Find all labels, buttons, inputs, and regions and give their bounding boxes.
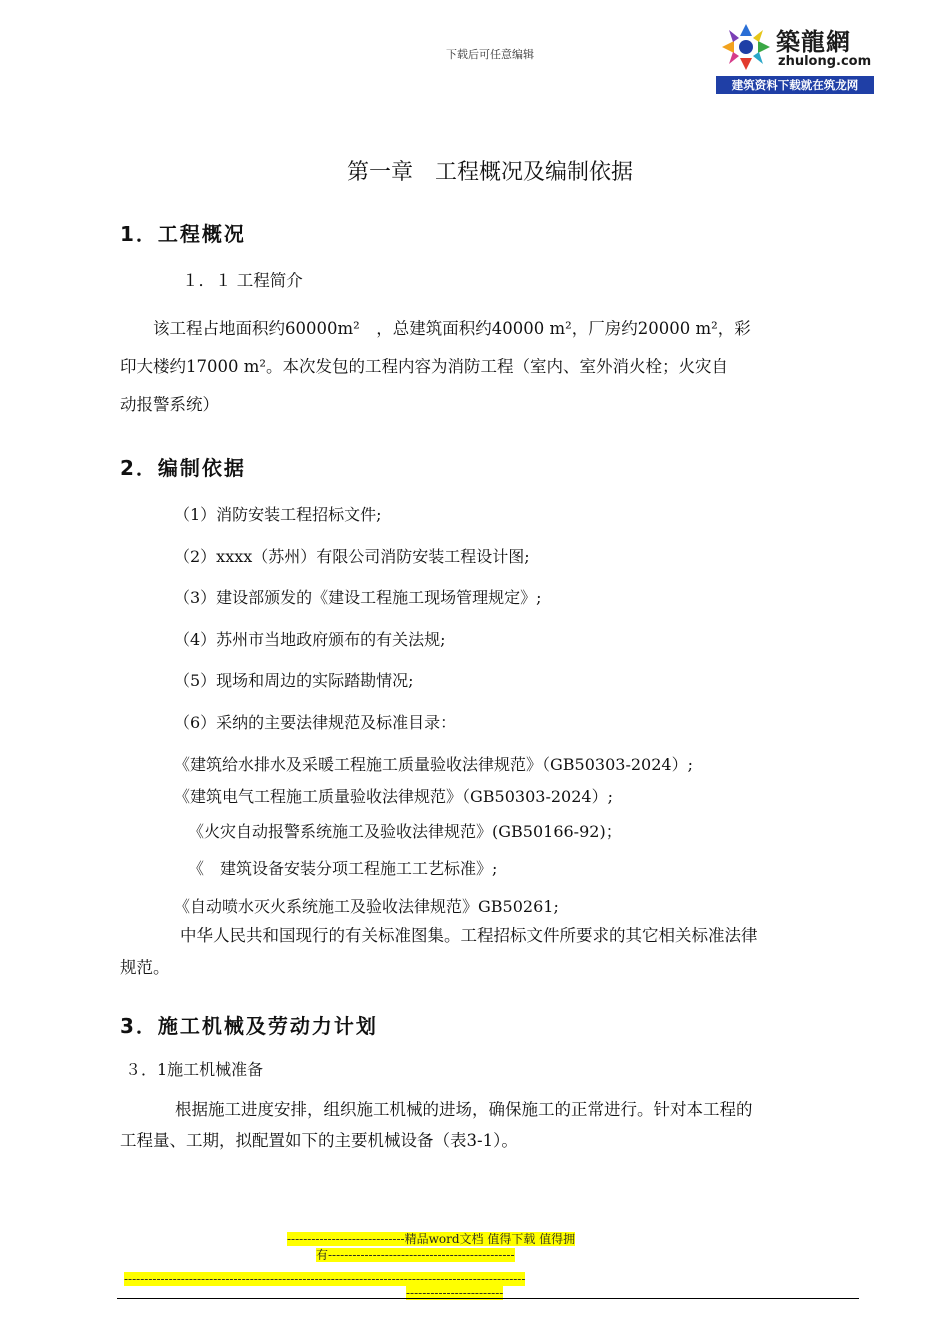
basis-item: （1）消防安装工程招标文件;: [174, 505, 382, 524]
footer-line3: ---------------------------------------------------------------------------------------------------: [124, 1272, 526, 1286]
section3-para-line1: 根据施工进度安排，组织施工机械的进场，确保施工的正常进行。针对本工程的: [175, 1100, 753, 1119]
zhulong-logo: [716, 18, 874, 96]
section3-para-line2: 工程量、工期，拟配置如下的主要机械设备（表3-1）。: [120, 1131, 518, 1150]
standard-item: 《 建筑设备安装分项工程施工工艺标准》;: [188, 859, 498, 878]
footer-divider: [117, 1298, 859, 1299]
basis-list: [174, 494, 542, 743]
basis-item: （2）xxxx（苏州）有限公司消防安装工程设计图;: [174, 546, 530, 566]
footer-note-cont: [316, 1244, 515, 1263]
logo-cn-text: 築龍網: [776, 28, 851, 56]
section3-paragraph: [120, 1094, 858, 1156]
standard-item: 《建筑电气工程施工质量验收法律规范》（GB50303-2024）;: [174, 787, 613, 806]
section2-closing-line2: 规范。: [120, 958, 170, 977]
logo-domain-text: zhulong.com: [778, 54, 872, 69]
standard-item: 《建筑给水排水及采暖工程施工质量验收法律规范》（GB50303-2024）;: [174, 755, 693, 774]
logo-slogan: 建筑资料下载就在筑龙网: [716, 76, 874, 94]
section2-closing-line1: 中华人民共和国现行的有关标准图集。工程招标文件所要求的其它相关标准法律: [180, 926, 758, 945]
footer-line1: -----------------------------精品word文档 值得下载 值得拥: [287, 1232, 576, 1246]
footer-line2: 有----------------------------------------------: [316, 1248, 515, 1262]
section1-para-line1: 该工程占地面积约60000m² ，总建筑面积约40000 m²，厂房约20000 m²，彩: [153, 319, 751, 338]
section1-paragraph: [120, 310, 858, 424]
section1-para-line2: 印大楼约17000 m²。本次发包的工程内容为消防工程（室内、室外消火栓；火灾自: [120, 357, 728, 376]
section1-heading: 1．工程概况: [120, 222, 246, 246]
basis-item: （6）采纳的主要法律规范及标准目录：: [174, 712, 457, 732]
header-note: 下载后可任意编辑: [446, 48, 534, 61]
section1-para-line3: 动报警系统）: [120, 395, 219, 414]
footer-line4: ------------------------: [406, 1286, 504, 1300]
section3-subheading: ３．1施工机械准备: [125, 1060, 264, 1079]
basis-item: （4）苏州市当地政府颁布的有关法规;: [174, 629, 446, 649]
section1-subheading: １．１ 工程简介: [182, 271, 303, 290]
basis-item: （3）建设部颁发的《建设工程施工现场管理规定》;: [174, 588, 542, 607]
chapter-title: 第一章 工程概况及编制依据: [346, 160, 633, 185]
section2-closing: [120, 920, 858, 984]
section2-heading: 2．编制依据: [120, 456, 246, 480]
basis-item: （5）现场和周边的实际踏勘情况;: [174, 671, 414, 690]
standard-item: 《自动喷水灭火系统施工及验收法律规范》GB50261;: [174, 897, 559, 916]
standard-item: 《火灾自动报警系统施工及验收法律规范》(GB50166-92)；: [188, 822, 622, 841]
snowflake-logo-icon: [720, 22, 772, 72]
section3-heading: 3．施工机械及劳动力计划: [120, 1014, 378, 1038]
